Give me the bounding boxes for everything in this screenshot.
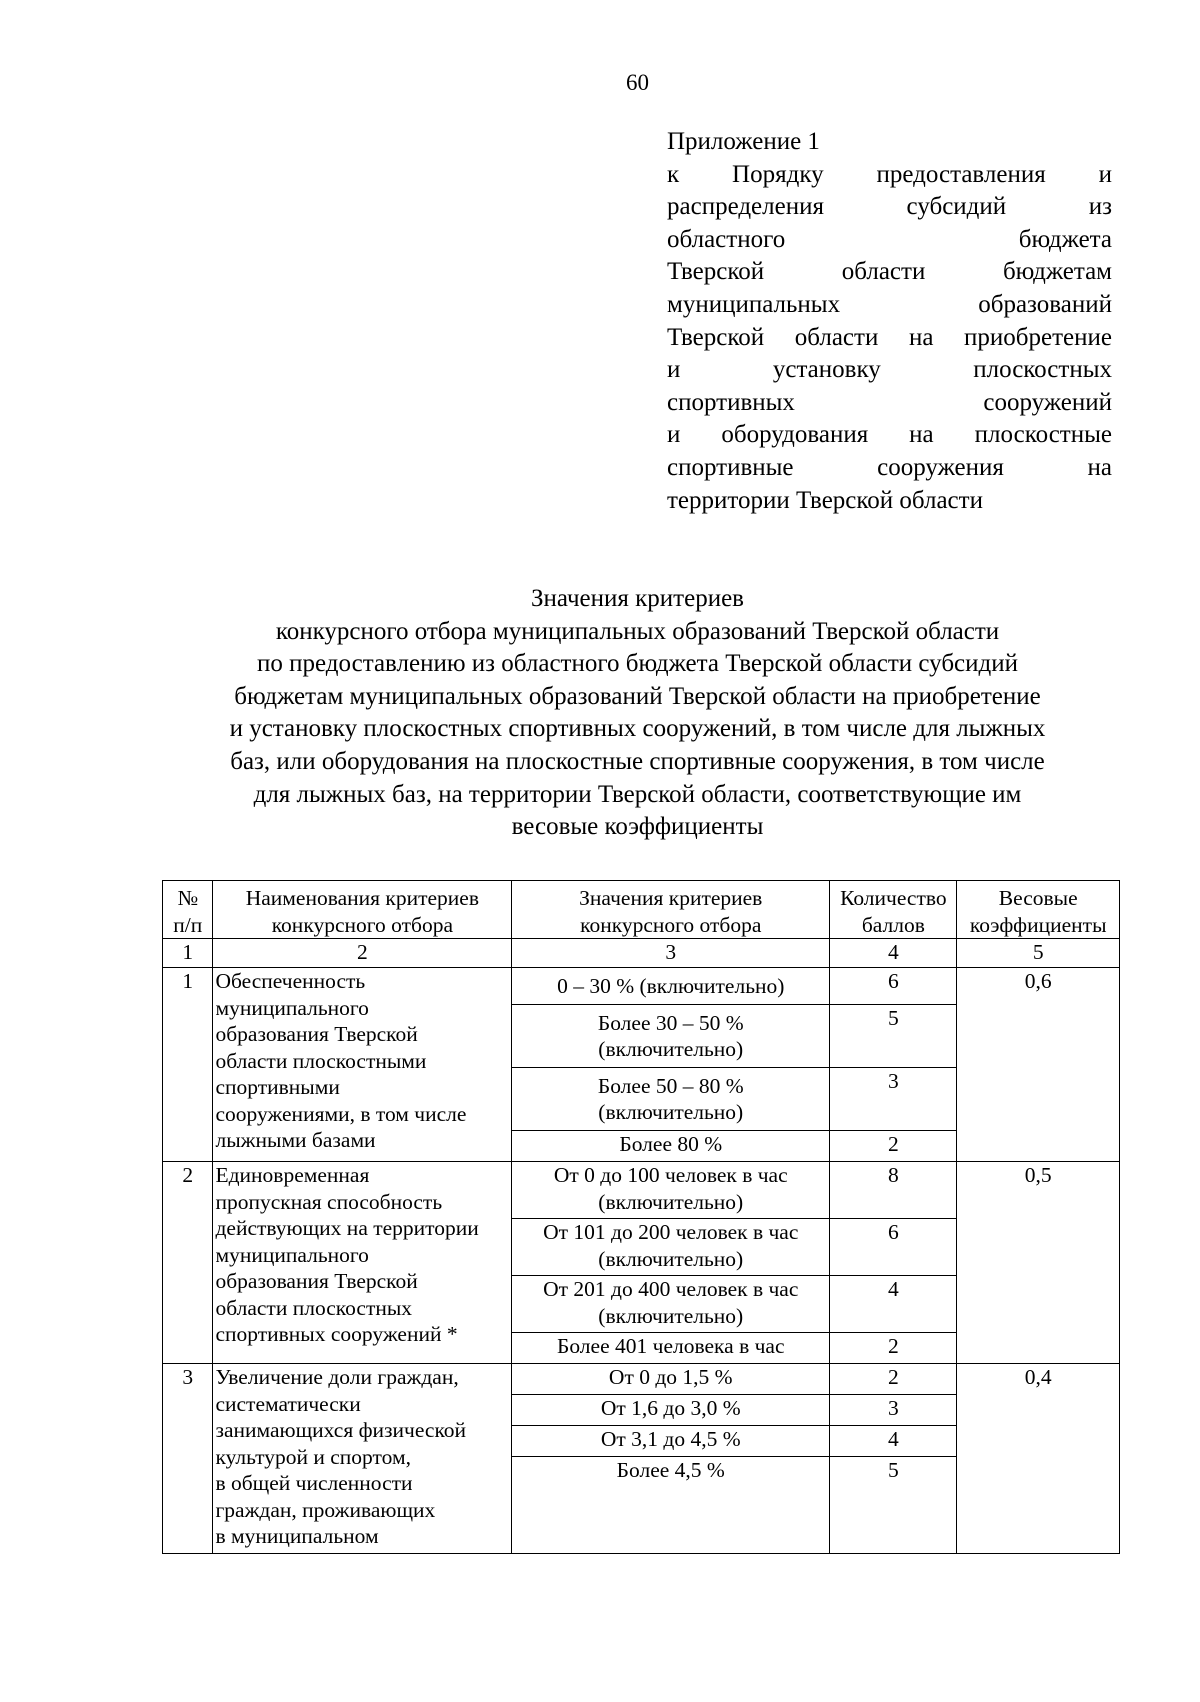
title-line: бюджетам муниципальных образований Тверской области на приобретение bbox=[234, 682, 1041, 710]
title-line: Значения критериев bbox=[530, 585, 744, 612]
appendix-line: Тверской области бюджетам bbox=[667, 258, 1112, 286]
column-index: 4 bbox=[830, 939, 957, 968]
criterion-value: От 0 до 100 человек в час (включительно) bbox=[512, 1162, 830, 1219]
appendix-line: территории Тверской области bbox=[667, 486, 983, 514]
appendix-line: муниципальных образований bbox=[667, 290, 1112, 318]
criterion-value: Более 30 – 50 % (включительно) bbox=[512, 1005, 830, 1068]
header-criteria-name: Наименования критериев конкурсного отбора bbox=[213, 881, 512, 939]
criterion-value: От 1,6 до 3,0 % bbox=[512, 1395, 830, 1426]
criterion-value: Более 4,5 % bbox=[512, 1457, 830, 1554]
appendix-header bbox=[667, 126, 1112, 517]
criterion-value: От 201 до 400 человек в час (включительно) bbox=[512, 1276, 830, 1333]
criterion-points: 5 bbox=[830, 1005, 957, 1068]
header-num: № п/п bbox=[163, 881, 213, 939]
criterion-value: Более 80 % bbox=[512, 1131, 830, 1162]
criterion-name: Единовременная пропускная способность действующих на территории муниципального образования Тверской области плоскостных спортивных сооружений * bbox=[213, 1162, 512, 1364]
criterion-points: 6 bbox=[830, 968, 957, 1005]
document-title bbox=[150, 583, 1125, 844]
appendix-line: спортивные сооружения на bbox=[667, 453, 1112, 481]
table-header-row bbox=[163, 881, 1120, 939]
title-line: для лыжных баз, на территории Тверской области, соответствующие им bbox=[253, 780, 1022, 808]
criterion-weight: 0,6 bbox=[957, 968, 1120, 1162]
title-line: конкурсного отбора муниципальных образований Тверской области bbox=[275, 617, 1000, 645]
criterion-name: Обеспеченность муниципального образования Тверской области плоскостными спортивными сооружениями, в том числе лыжными базами bbox=[213, 968, 512, 1162]
criterion-points: 6 bbox=[830, 1219, 957, 1276]
criterion-points: 8 bbox=[830, 1162, 957, 1219]
appendix-line: и оборудования на плоскостные bbox=[667, 421, 1112, 449]
table-row bbox=[163, 1162, 1120, 1219]
header-criteria-values: Значения критериев конкурсного отбора bbox=[512, 881, 830, 939]
criterion-points: 4 bbox=[830, 1426, 957, 1457]
criterion-value: От 0 до 1,5 % bbox=[512, 1364, 830, 1395]
criterion-value: Более 50 – 80 % (включительно) bbox=[512, 1068, 830, 1131]
criterion-weight: 0,4 bbox=[957, 1364, 1120, 1554]
column-index: 5 bbox=[957, 939, 1120, 968]
column-index: 1 bbox=[163, 939, 213, 968]
header-points: Количество баллов bbox=[830, 881, 957, 939]
criterion-value: От 3,1 до 4,5 % bbox=[512, 1426, 830, 1457]
appendix-line: Приложение 1 bbox=[667, 128, 820, 155]
criterion-value: 0 – 30 % (включительно) bbox=[512, 968, 830, 1005]
criterion-number: 2 bbox=[163, 1162, 213, 1364]
title-line: баз, или оборудования на плоскостные спортивные сооружения, в том числе bbox=[230, 747, 1045, 775]
appendix-line: спортивных сооружений bbox=[667, 388, 1112, 416]
criterion-points: 2 bbox=[830, 1333, 957, 1364]
title-line: по предоставлению из областного бюджета Тверской области субсидий bbox=[257, 650, 1018, 678]
criterion-value: От 101 до 200 человек в час (включительно) bbox=[512, 1219, 830, 1276]
appendix-line: распределения субсидий из bbox=[667, 193, 1112, 221]
criterion-points: 3 bbox=[830, 1395, 957, 1426]
criterion-weight: 0,5 bbox=[957, 1162, 1120, 1364]
criterion-name: Увеличение доли граждан, систематически занимающихся физической культурой и спортом, в общей численности граждан, проживающих в муниципальном bbox=[213, 1364, 512, 1554]
criterion-number: 3 bbox=[163, 1364, 213, 1554]
table-row bbox=[163, 1364, 1120, 1395]
appendix-line: и установку плоскостных bbox=[667, 356, 1112, 384]
title-line: весовые коэффициенты bbox=[511, 813, 764, 841]
column-index: 3 bbox=[512, 939, 830, 968]
criterion-points: 2 bbox=[830, 1131, 957, 1162]
criterion-number: 1 bbox=[163, 968, 213, 1162]
table-row bbox=[163, 968, 1120, 1005]
column-index: 2 bbox=[213, 939, 512, 968]
column-index-row bbox=[163, 939, 1120, 968]
criterion-points: 4 bbox=[830, 1276, 957, 1333]
page-number: 60 bbox=[626, 70, 649, 95]
criterion-value: Более 401 человека в час bbox=[512, 1333, 830, 1364]
appendix-line: областного бюджета bbox=[667, 225, 1112, 253]
criterion-points: 2 bbox=[830, 1364, 957, 1395]
header-weights: Весовые коэффициенты bbox=[957, 881, 1120, 939]
appendix-line: к Порядку предоставления и bbox=[667, 160, 1112, 188]
criterion-points: 5 bbox=[830, 1457, 957, 1554]
title-line: и установку плоскостных спортивных сооружений, в том числе для лыжных bbox=[229, 715, 1046, 743]
criterion-points: 3 bbox=[830, 1068, 957, 1131]
criteria-table bbox=[162, 880, 1120, 1554]
appendix-line: Тверской области на приобретение bbox=[667, 323, 1112, 351]
